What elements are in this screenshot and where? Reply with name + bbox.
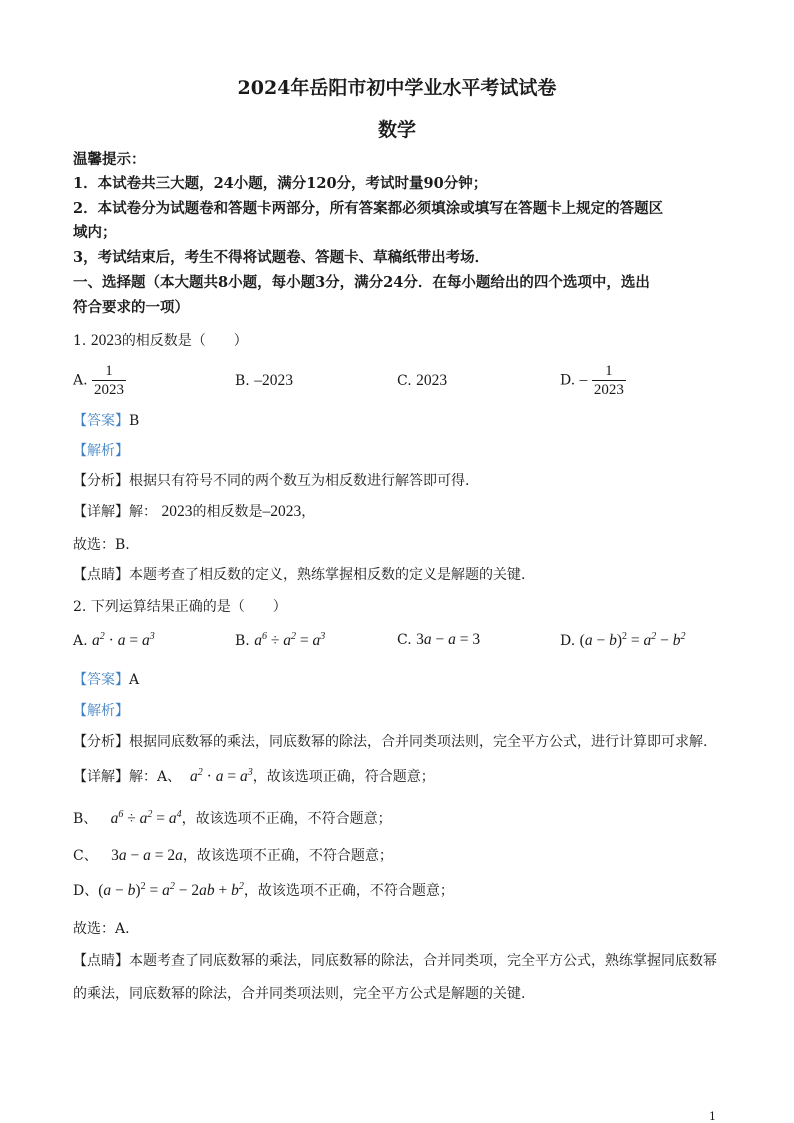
- q1-option-a-fraction: $\frac{1}{2023}$: [94, 363, 125, 398]
- q1-analysis-tag: 【解析】: [73, 443, 129, 459]
- exam-subject: 数学: [377, 119, 416, 141]
- q2-option-a: A. $a^2 \cdot a = a^3$: [73, 631, 155, 650]
- q1-stem: [73, 330, 733, 350]
- q1-option-d-fraction: $\frac{1}{2023}$: [593, 363, 624, 398]
- q2-xiangjie-a: 【详解】解：A、 $a^2 \cdot a = a^3$，故该选项正确，符合题意；: [73, 766, 435, 785]
- tip-1: 1．本试卷共三大题，24小题，满分120分，考试时量90分钟；: [73, 175, 488, 192]
- q2-option-d: D. $(a - b)^2 = a^2 - b^2$: [560, 631, 686, 650]
- q2-choose: 故选：A.: [73, 921, 130, 937]
- q2-xiangjie-c: C、 3a − a = 2a，故该选项不正确，不符合题意；: [73, 847, 393, 864]
- q1-option-d: D. – $\frac{1}{2023}$: [560, 363, 624, 398]
- q2-option-b: B. $a^6 \div a^2 = a^3$: [235, 631, 326, 650]
- q2-analysis-tag: 【解析】: [73, 703, 129, 719]
- q2-fenxi: 【分析】根据同底数幂的乘法，同底数幂的除法，合并同类项法则，完全平方公式，进行计算即可求解.: [73, 734, 708, 750]
- q1-number: 1.: [73, 333, 87, 349]
- q2-answer: 【答案】A: [73, 672, 140, 688]
- tip-2: 2．本试卷分为试题卷和答题卡两部分，所有答案都必须填涂或填写在答题卡上规定的答题区: [73, 200, 664, 217]
- tips-title: 温馨提示：: [73, 151, 146, 168]
- q1-fenxi: 【分析】根据只有符号不同的两个数互为相反数进行解答即可得.: [73, 473, 470, 489]
- tip-3: 3，考试结束后，考生不得将试题卷、答题卡、草稿纸带出考场．: [73, 249, 490, 266]
- q1-answer: 【答案】B: [73, 413, 140, 429]
- tip-2-cont: 域内；: [73, 224, 117, 241]
- q1-lead-number: 2023: [90, 332, 122, 349]
- q1-option-b: B. –2023: [235, 372, 293, 389]
- section-heading-1: 一、选择题（本大题共8小题，每小题3分，满分24分．在每小题给出的四个选项中，选出: [73, 274, 650, 291]
- exam-title: 2024年岳阳市初中学业水平考试试卷: [237, 77, 557, 99]
- section-heading-2: 符合要求的一项）: [73, 299, 189, 316]
- q2-option-c: C. 3a − a = 3: [397, 631, 481, 648]
- q1-stem-text: 的相反数是（ ）: [121, 333, 248, 349]
- q1-option-a: A. $\frac{1}{2023}$: [73, 363, 125, 398]
- q1-choose: 故选：B.: [73, 537, 130, 553]
- page-number: 1: [709, 1110, 716, 1123]
- q2-dianjing-1: 【点睛】本题考查了同底数幂的乘法，同底数幂的除法，合并同类项，完全平方公式，熟练掌握同底数幂: [73, 953, 717, 969]
- q1-xiangjie: 【详解】解： 2023的相反数是–2023，: [73, 503, 316, 520]
- q1-dianjing: 【点睛】本题考查了相反数的定义，熟练掌握相反数的定义是解题的关键.: [73, 567, 526, 583]
- q1-option-c: C. 2023: [397, 372, 448, 389]
- q2-stem: 2. 下列运算结果正确的是（ ）: [73, 599, 287, 615]
- q2-xiangjie-d: D、$(a - b)^2 = a^2 - 2ab + b^2$，故该选项不正确，不符合题意；: [73, 880, 454, 899]
- q2-xiangjie-b: B、 $a^6 \div a^2 = a^4$，故该选项不正确，不符合题意；: [73, 808, 392, 827]
- q2-dianjing-2: 的乘法，同底数幂的除法，合并同类项法则，完全平方公式是解题的关键.: [73, 986, 526, 1002]
